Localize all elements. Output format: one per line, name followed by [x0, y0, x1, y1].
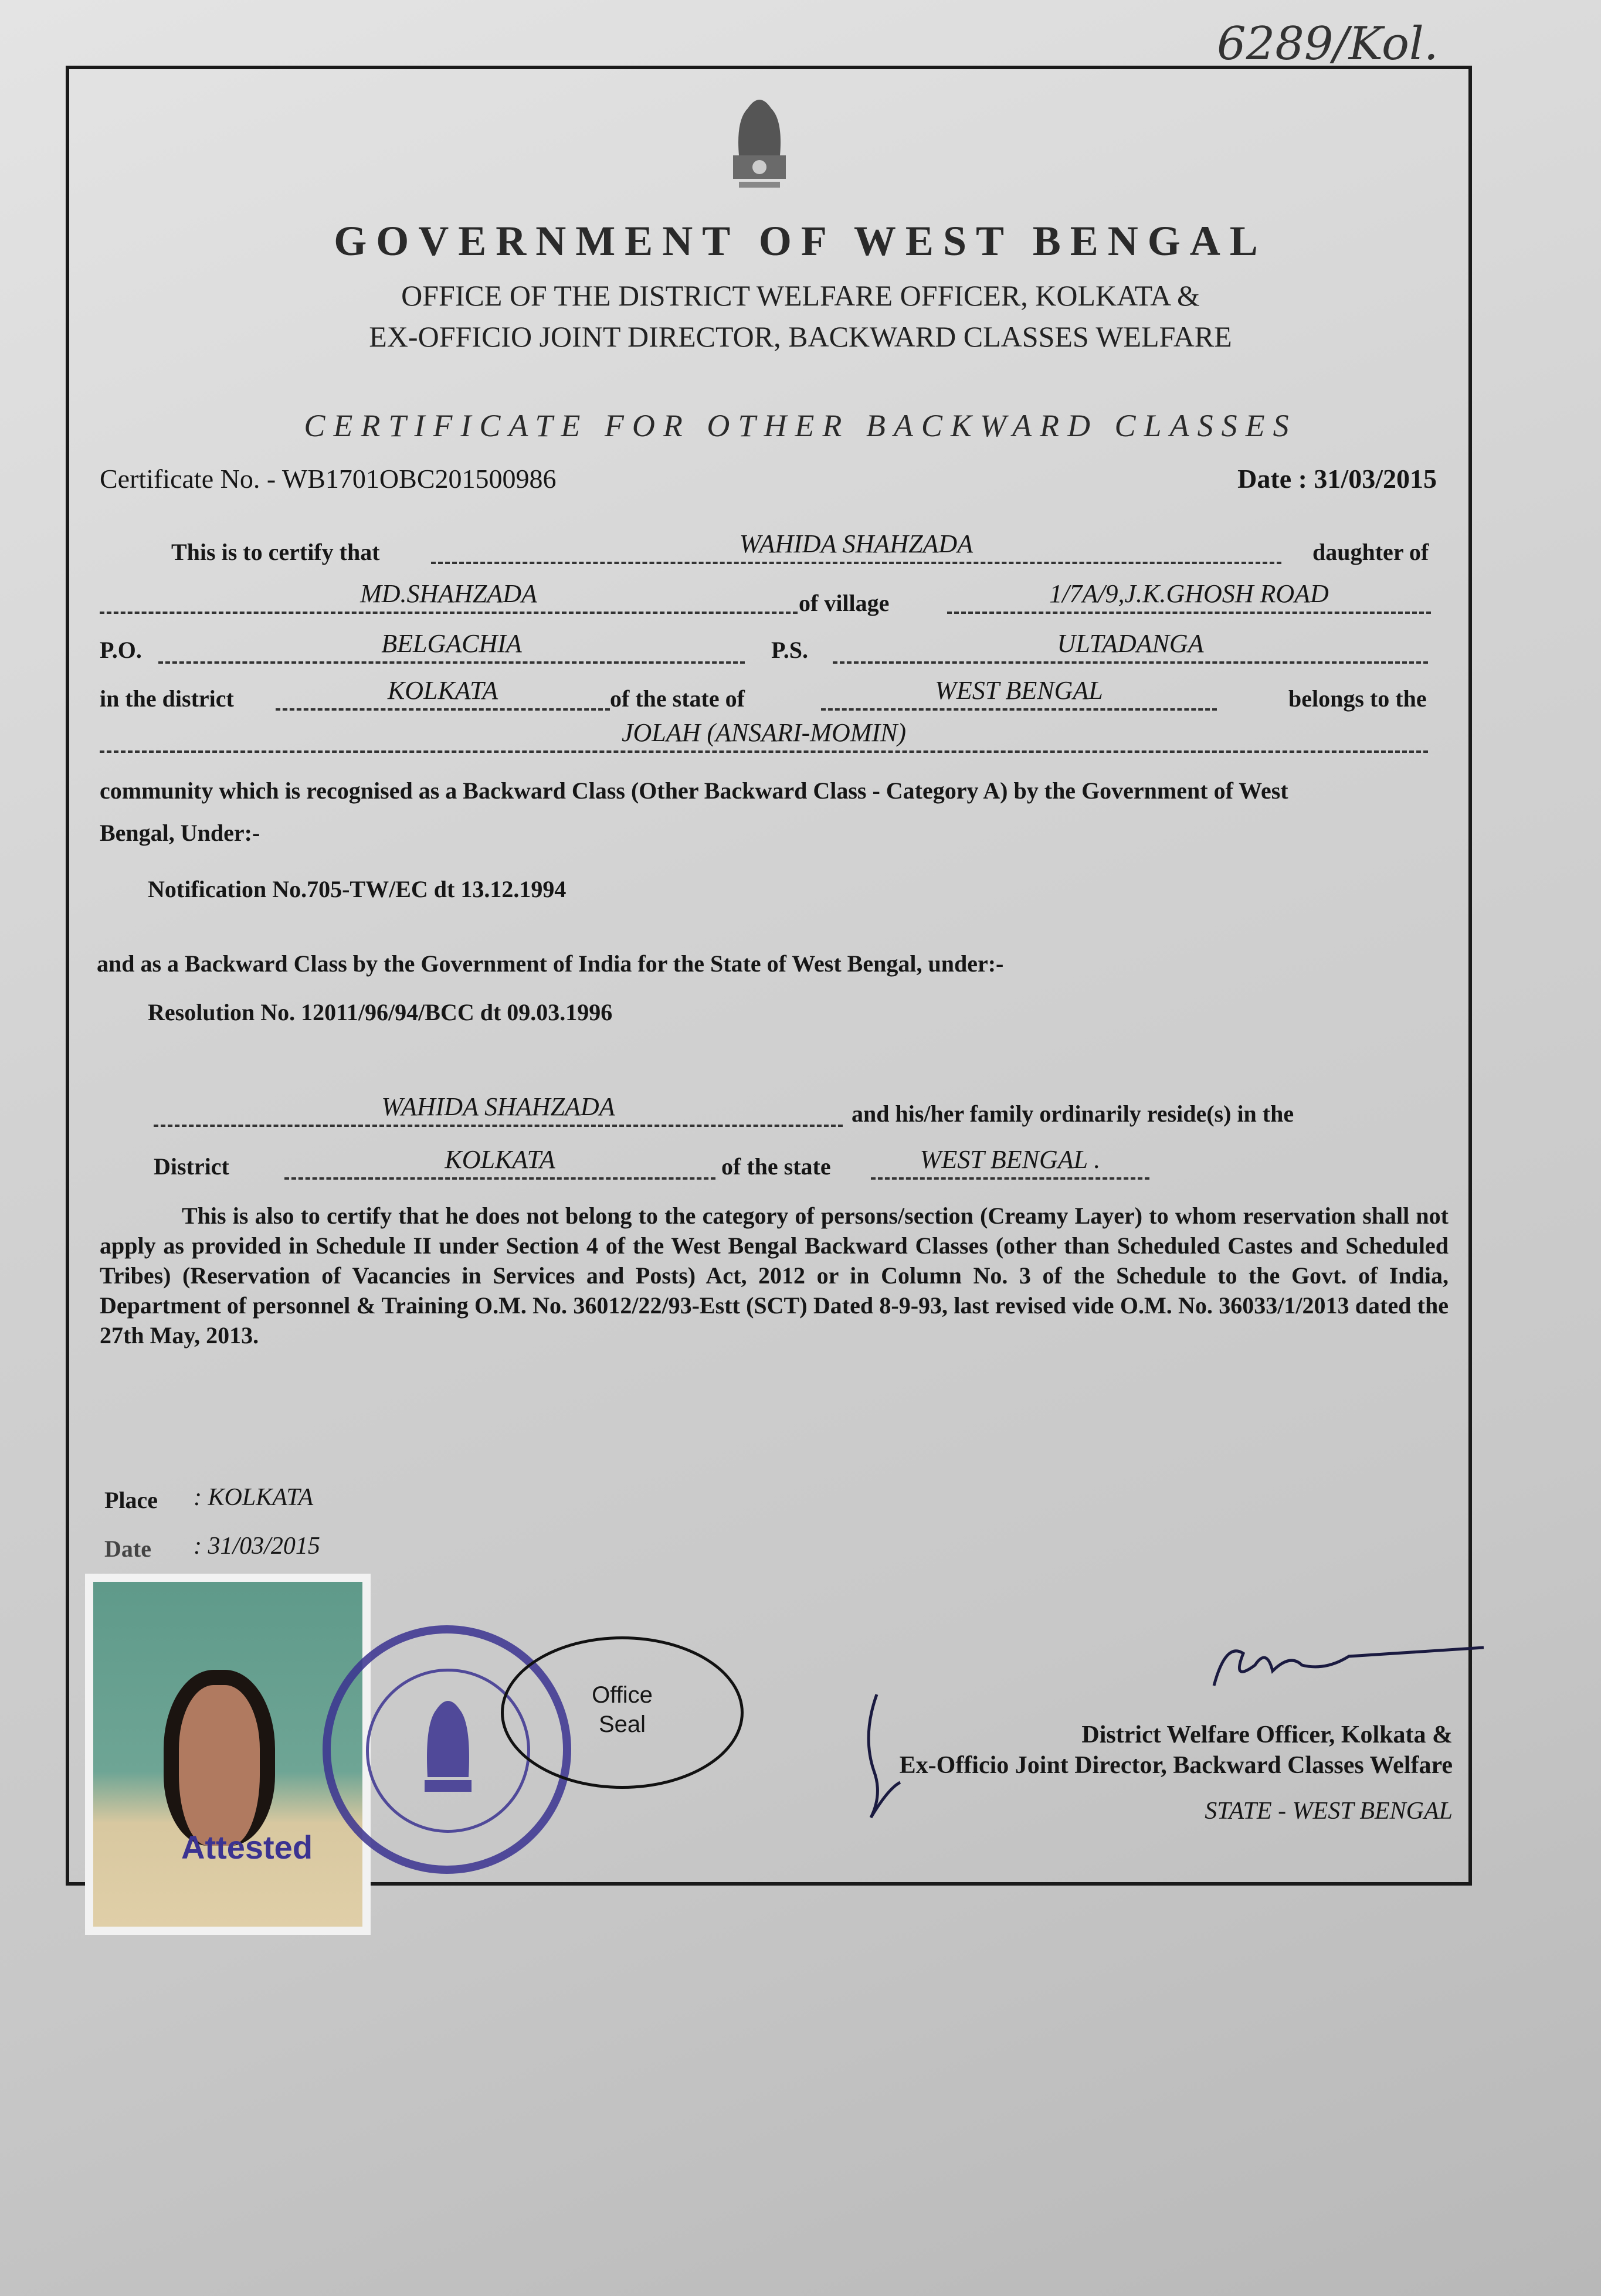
- reside-label: and his/her family ordinarily reside(s) in the: [852, 1101, 1294, 1127]
- ps-label: P.S.: [771, 637, 809, 663]
- state-field: WEST BENGAL: [821, 674, 1217, 711]
- district-field: KOLKATA: [276, 674, 610, 711]
- stamp-emblem-icon: [419, 1689, 477, 1806]
- creamy-layer-text: This is also to certify that he does not belong to the category of persons/section (Creamy Layer) to whom reservation shall not apply as provided in Schedule II under Section 4 of the West Bengal Backward Classes (other than Scheduled Castes and Scheduled Tribes) (Reservation of Vacancies in Services and Posts) Act, 2012 or in Column No. 3 of the Schedule to the Govt. of India, Department of personnel & Training O.M. No. 36012/22/93-Estt (SCT) Dated 8-9-93, last revised vide O.M. No. 36033/1/2013 dated the 27th May, 2013.: [100, 1203, 1449, 1349]
- village-label: of village: [799, 590, 890, 616]
- goi-text: and as a Backward Class by the Government of India for the State of West Bengal, under:-: [97, 950, 1004, 977]
- place-value: : KOLKATA: [194, 1484, 314, 1511]
- signatory-line-3: STATE - WEST BENGAL: [1205, 1798, 1453, 1825]
- resident-district-field: KOLKATA: [284, 1143, 715, 1180]
- office-line-1: OFFICE OF THE DISTRICT WELFARE OFFICER, KOLKATA &: [401, 279, 1200, 312]
- community-field: JOLAH (ANSARI-MOMIN): [100, 716, 1428, 753]
- po-label: P.O.: [100, 637, 142, 663]
- certify-label: This is to certify that: [171, 539, 380, 565]
- resident-district-label: District: [154, 1153, 229, 1180]
- date2-label: Date: [104, 1536, 151, 1562]
- belongs-label: belongs to the: [1288, 685, 1427, 712]
- seal-line-1: Office: [592, 1682, 653, 1708]
- resolution-text: Resolution No. 12011/96/94/BCC dt 09.03.1996: [148, 999, 613, 1025]
- certificate-title: CERTIFICATE FOR OTHER BACKWARD CLASSES: [304, 408, 1297, 443]
- signature-icon: [1208, 1630, 1484, 1694]
- creamy-layer-paragraph: [100, 1201, 1449, 1350]
- village-field: 1/7A/9,J.K.GHOSH ROAD: [947, 578, 1431, 614]
- ashoka-emblem-icon: [721, 85, 798, 202]
- photo-attested-stamp: Attested: [181, 1829, 313, 1866]
- certificate-date: Date : 31/03/2015: [1237, 464, 1437, 494]
- certificate-number: Certificate No. - WB1701OBC201500986: [100, 464, 557, 494]
- signatory-line-2: Ex-Officio Joint Director, Backward Classes Welfare: [899, 1752, 1453, 1779]
- handwritten-file-ref: 6289/Kol.: [1217, 18, 1439, 70]
- office-seal-outline: [501, 1636, 744, 1789]
- state-label: of the state of: [610, 685, 745, 712]
- ps-field: ULTADANGA: [833, 627, 1428, 664]
- place-label: Place: [104, 1487, 158, 1513]
- resident-state-field: WEST BENGAL .: [871, 1143, 1149, 1180]
- father-field: MD.SHAHZADA: [100, 578, 798, 614]
- community-text-1: community which is recognised as a Backward Class (Other Backward Class - Category A) by the Government of West: [100, 777, 1288, 804]
- name-field: WAHIDA SHAHZADA: [431, 528, 1281, 564]
- resident-name-field: WAHIDA SHAHZADA: [154, 1091, 843, 1127]
- po-field: BELGACHIA: [158, 627, 745, 664]
- photo-portrait: [164, 1670, 275, 1846]
- district-label: in the district: [100, 685, 234, 712]
- resident-state-label: of the state: [721, 1153, 831, 1180]
- daughter-label: daughter of: [1312, 539, 1429, 565]
- office-line-2: EX-OFFICIO JOINT DIRECTOR, BACKWARD CLASSES WELFARE: [369, 320, 1232, 353]
- notification-text: Notification No.705-TW/EC dt 13.12.1994: [148, 876, 567, 902]
- government-title: GOVERNMENT OF WEST BENGAL: [334, 218, 1267, 264]
- seal-line-2: Seal: [598, 1711, 646, 1737]
- date2-value: : 31/03/2015: [194, 1533, 320, 1560]
- signatory-line-1: District Welfare Officer, Kolkata &: [1081, 1721, 1453, 1748]
- community-text-2: Bengal, Under:-: [100, 820, 260, 846]
